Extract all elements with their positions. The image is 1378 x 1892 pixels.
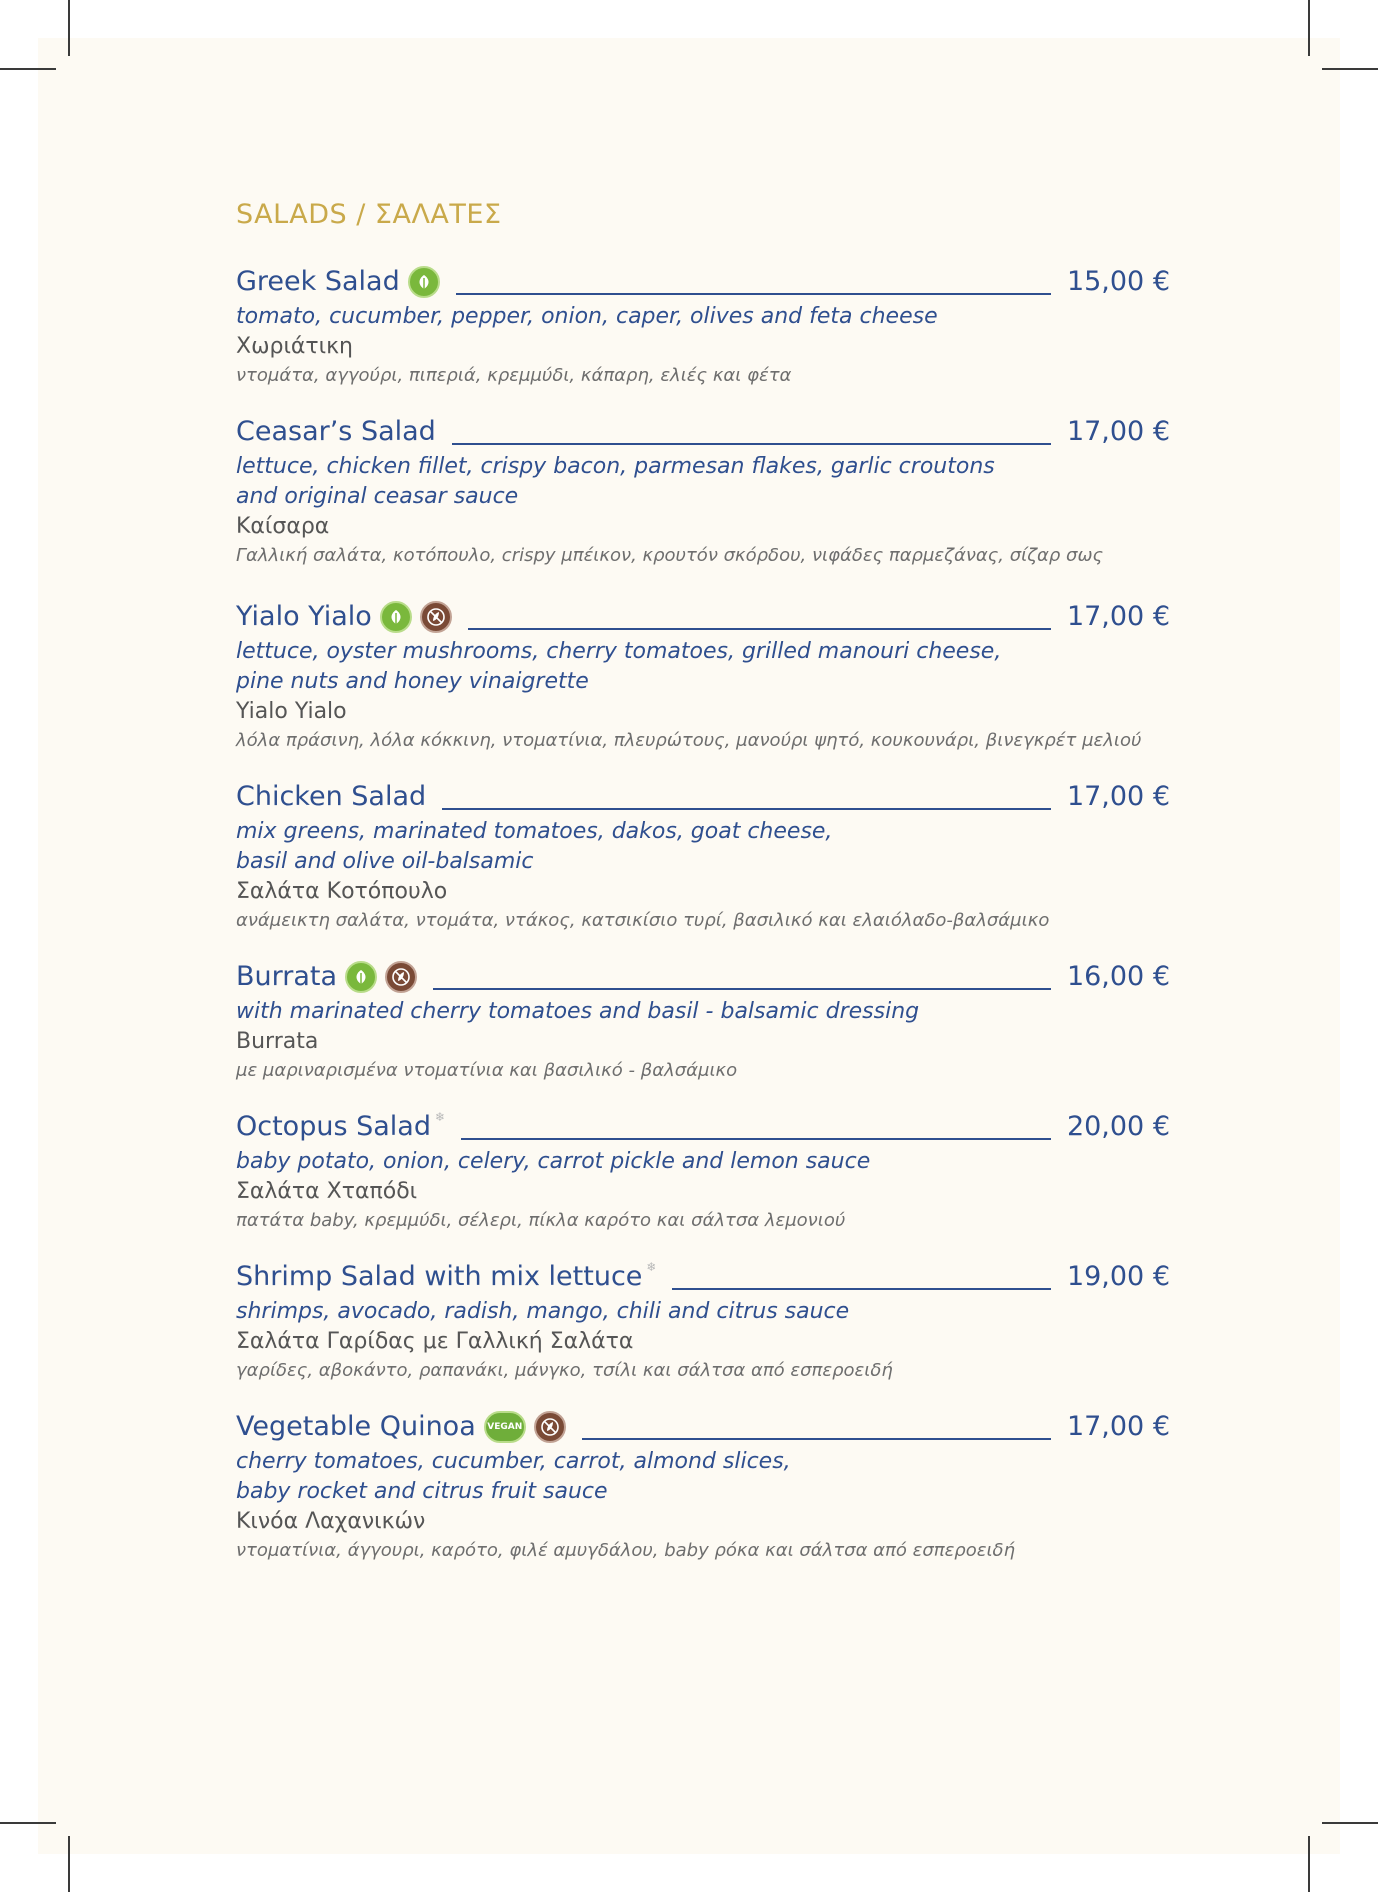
menu-item-title: Ceasar’s Salad — [236, 416, 436, 447]
menu-item-greek-name: Καίσαρα — [236, 514, 330, 539]
menu-item-name — [236, 262, 440, 302]
menu-item-price: 17,00 € — [1066, 601, 1170, 632]
crop-mark — [1322, 68, 1378, 70]
frozen-mark-icon: ❄ — [434, 1110, 446, 1124]
menu-item-title: Burrata — [236, 961, 338, 992]
menu-item-header — [236, 777, 1170, 817]
leaf-icon — [380, 601, 412, 633]
menu-item — [236, 1407, 1170, 1565]
menu-item-description: baby potato, onion, celery, carrot pickle and lemon sauce — [236, 1149, 871, 1174]
crop-mark — [68, 1836, 70, 1892]
menu-item-description: lettuce, chicken fillet, crispy bacon, parmesan flakes, garlic croutons — [236, 454, 995, 479]
menu-item-greek-description: πατάτα baby, κρεμμύδι, σέλερι, πίκλα καρότο και σάλτσα λεμονιού — [236, 1210, 846, 1231]
menu-item-greek-description: γαρίδες, αβοκάντο, ραπανάκι, μάνγκο, τσίλι και σάλτσα από εσπεροειδή — [236, 1360, 893, 1381]
menu-item-greek-name: Σαλάτα Χταπόδι — [236, 1179, 418, 1204]
menu-item-greek-description: λόλα πράσινη, λόλα κόκκινη, ντοματίνια, πλευρώτους, μανούρι ψητό, κουκουνάρι, βινεγκρέτ μελιού — [236, 730, 1142, 751]
menu-item-description: tomato, cucumber, pepper, onion, caper, olives and feta cheese — [236, 304, 938, 329]
menu-item-title: Vegetable Quinoa — [236, 1411, 476, 1442]
menu-item-description: with marinated cherry tomatoes and basil - balsamic dressing — [236, 999, 920, 1024]
menu-item-name — [236, 957, 417, 997]
leaf-icon — [408, 266, 440, 298]
menu-item-header — [236, 262, 1170, 302]
crop-mark — [0, 1822, 56, 1824]
menu-item — [236, 1107, 1170, 1235]
menu-item-header — [236, 412, 1170, 452]
crop-mark — [1308, 0, 1310, 56]
menu-item-name — [236, 777, 426, 817]
menu-item-title: Greek Salad — [236, 266, 400, 297]
menu-item-greek-description: με μαριναρισμένα ντοματίνια και βασιλικό - βαλσάμικο — [236, 1060, 738, 1081]
menu-item-description: lettuce, oyster mushrooms, cherry tomatoes, grilled manouri cheese, — [236, 639, 1002, 664]
leader-line — [461, 1138, 1051, 1140]
crop-mark — [0, 68, 56, 70]
menu-item-header — [236, 1107, 1170, 1147]
menu-item-description: cherry tomatoes, cucumber, carrot, almond slices, — [236, 1449, 791, 1474]
leader-line — [442, 808, 1051, 810]
leader-line — [468, 628, 1051, 630]
menu-item-header — [236, 1407, 1170, 1447]
menu-item-description: shrimps, avocado, radish, mango, chili and citrus sauce — [236, 1299, 850, 1324]
vegan-icon: VEGAN — [484, 1411, 526, 1443]
crop-mark — [1308, 1836, 1310, 1892]
crop-mark — [1322, 1822, 1378, 1824]
menu-item-title: Yialo Yialo — [236, 601, 372, 632]
menu-item-description: baby rocket and citrus fruit sauce — [236, 1479, 608, 1504]
menu-item — [236, 1257, 1170, 1385]
menu-item-description: basil and olive oil-balsamic — [236, 849, 534, 874]
menu-item-name — [236, 1107, 445, 1147]
menu-item — [236, 777, 1170, 935]
leader-line — [672, 1288, 1050, 1290]
menu-item-greek-name: Burrata — [236, 1029, 319, 1054]
menu-item-name — [236, 1257, 656, 1297]
menu-item-price: 17,00 € — [1066, 1411, 1170, 1442]
menu-item-title: Chicken Salad — [236, 781, 427, 812]
gluten-free-icon — [534, 1411, 566, 1443]
menu-item — [236, 262, 1170, 390]
menu-item-description: pine nuts and honey vinaigrette — [236, 669, 589, 694]
crop-mark — [68, 0, 70, 56]
menu-item-description: and original ceasar sauce — [236, 484, 519, 509]
menu-item-greek-name: Yialo Yialo — [236, 699, 347, 724]
leader-line — [452, 443, 1051, 445]
leader-line — [433, 988, 1051, 990]
menu-item-name — [236, 1407, 566, 1447]
frozen-mark-icon: ❄ — [646, 1260, 657, 1274]
menu-item — [236, 412, 1170, 570]
menu-item-price: 15,00 € — [1066, 266, 1170, 297]
menu-item-title: Octopus Salad — [236, 1111, 431, 1142]
menu-item-greek-description: ντοματίνια, άγγουρι, καρότο, φιλέ αμυγδάλου, baby ρόκα και σάλτσα από εσπεροειδή — [236, 1540, 1015, 1561]
menu-item-greek-name: Χωριάτικη — [236, 334, 354, 359]
menu-item-header — [236, 597, 1170, 637]
menu-item-header — [236, 957, 1170, 997]
menu-item-name — [236, 597, 452, 637]
menu-item-price: 17,00 € — [1066, 416, 1170, 447]
menu-item — [236, 957, 1170, 1085]
menu-item-greek-name: Σαλάτα Κοτόπουλο — [236, 879, 448, 904]
menu-item — [236, 597, 1170, 755]
menu-item-price: 20,00 € — [1066, 1111, 1170, 1142]
menu-item-title: Shrimp Salad with mix lettuce — [236, 1261, 643, 1292]
menu-item-greek-name: Κινόα Λαχανικών — [236, 1509, 426, 1534]
menu-item-description: mix greens, marinated tomatoes, dakos, goat cheese, — [236, 819, 833, 844]
gluten-free-icon — [420, 601, 452, 633]
menu-item-header — [236, 1257, 1170, 1297]
menu-item-name — [236, 412, 436, 452]
leader-line — [456, 293, 1051, 295]
menu-item-greek-description: Γαλλική σαλάτα, κοτόπουλο, crispy μπέικον, κρουτόν σκόρδου, νιφάδες παρμεζάνας, σίζαρ σως — [236, 545, 1104, 566]
menu-item-price: 19,00 € — [1066, 1261, 1170, 1292]
leader-line — [582, 1438, 1051, 1440]
section-title: SALADS / ΣΑΛΑΤΕΣ — [236, 199, 502, 230]
menu-item-price: 16,00 € — [1066, 961, 1170, 992]
menu-item-greek-description: ανάμεικτη σαλάτα, ντομάτα, ντάκος, κατσικίσιο τυρί, βασιλικό και ελαιόλαδο-βαλσάμικο — [236, 910, 1050, 931]
leaf-icon — [345, 961, 377, 993]
menu-item-greek-description: ντομάτα, αγγούρι, πιπεριά, κρεμμύδι, κάπαρη, ελιές και φέτα — [236, 365, 792, 386]
menu-item-greek-name: Σαλάτα Γαρίδας με Γαλλική Σαλάτα — [236, 1329, 634, 1354]
gluten-free-icon — [385, 961, 417, 993]
menu-item-price: 17,00 € — [1066, 781, 1170, 812]
